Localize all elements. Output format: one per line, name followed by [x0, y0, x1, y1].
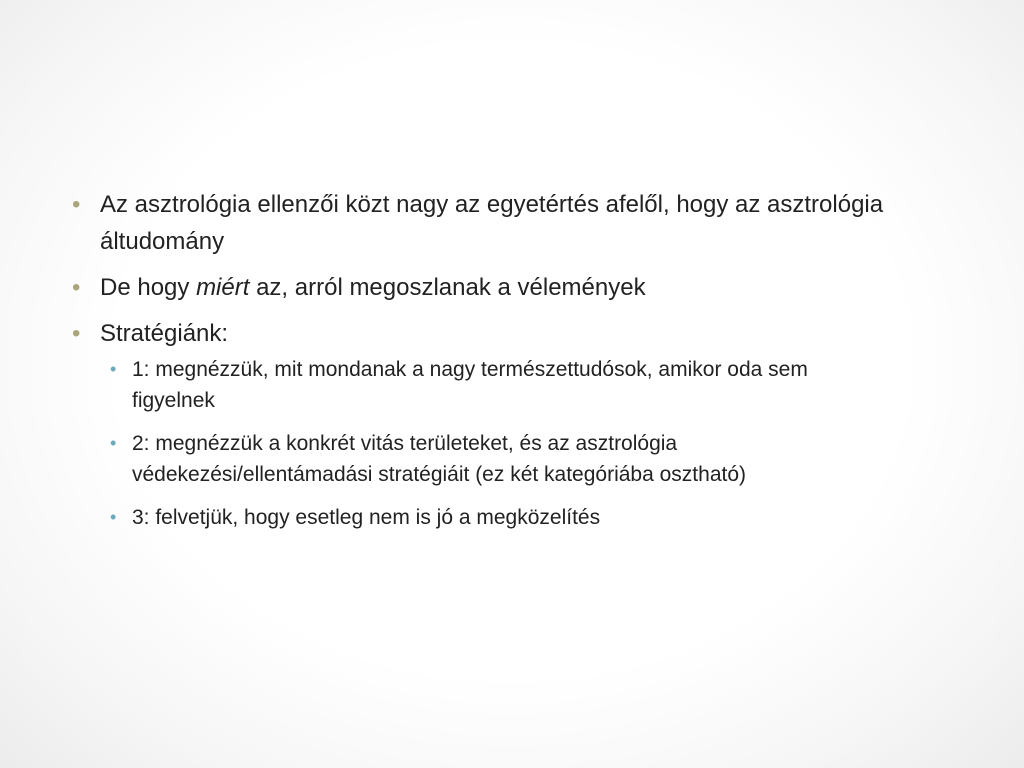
sub-bullet-list: [104, 354, 932, 533]
bullet-text-before: De hogy: [100, 274, 197, 301]
sub-bullet-icon: •: [110, 507, 117, 527]
bullet-icon: •: [72, 274, 81, 301]
bullet-text: Stratégiánk:: [100, 320, 229, 347]
sub-bullet-text: 2: megnézzük a konkrét vitás területeket, és az asztrológia védekezési/ellentámadási stratégiáit (ez két kategóriába osztható): [132, 432, 747, 486]
bullet-list: [72, 186, 932, 533]
slide-body: [72, 186, 932, 545]
sub-bullet-text: 3: felvetjük, hogy esetleg nem is jó a megközelítés: [132, 506, 601, 529]
bullet-text: [100, 269, 900, 306]
bullet-item: [72, 186, 932, 260]
sub-bullet-icon: •: [110, 433, 117, 453]
bullet-item: [72, 315, 932, 533]
sub-bullet-item: [104, 428, 932, 490]
bullet-icon: •: [72, 320, 81, 347]
bullet-text-italic: miért: [196, 274, 250, 301]
bullet-text-after: az, arról megoszlanak a vélemények: [249, 274, 646, 301]
sub-bullet-icon: •: [110, 359, 117, 379]
bullet-item: [72, 269, 932, 306]
sub-bullet-text: 1: megnézzük, mit mondanak a nagy természettudósok, amikor oda sem figyelnek: [132, 358, 808, 412]
bullet-icon: •: [72, 191, 81, 218]
sub-bullet-item: [104, 354, 932, 416]
bullet-text: Az asztrológia ellenzői közt nagy az egyetértés afelől, hogy az asztrológia áltudomány: [100, 191, 884, 255]
sub-bullet-item: [104, 502, 932, 533]
